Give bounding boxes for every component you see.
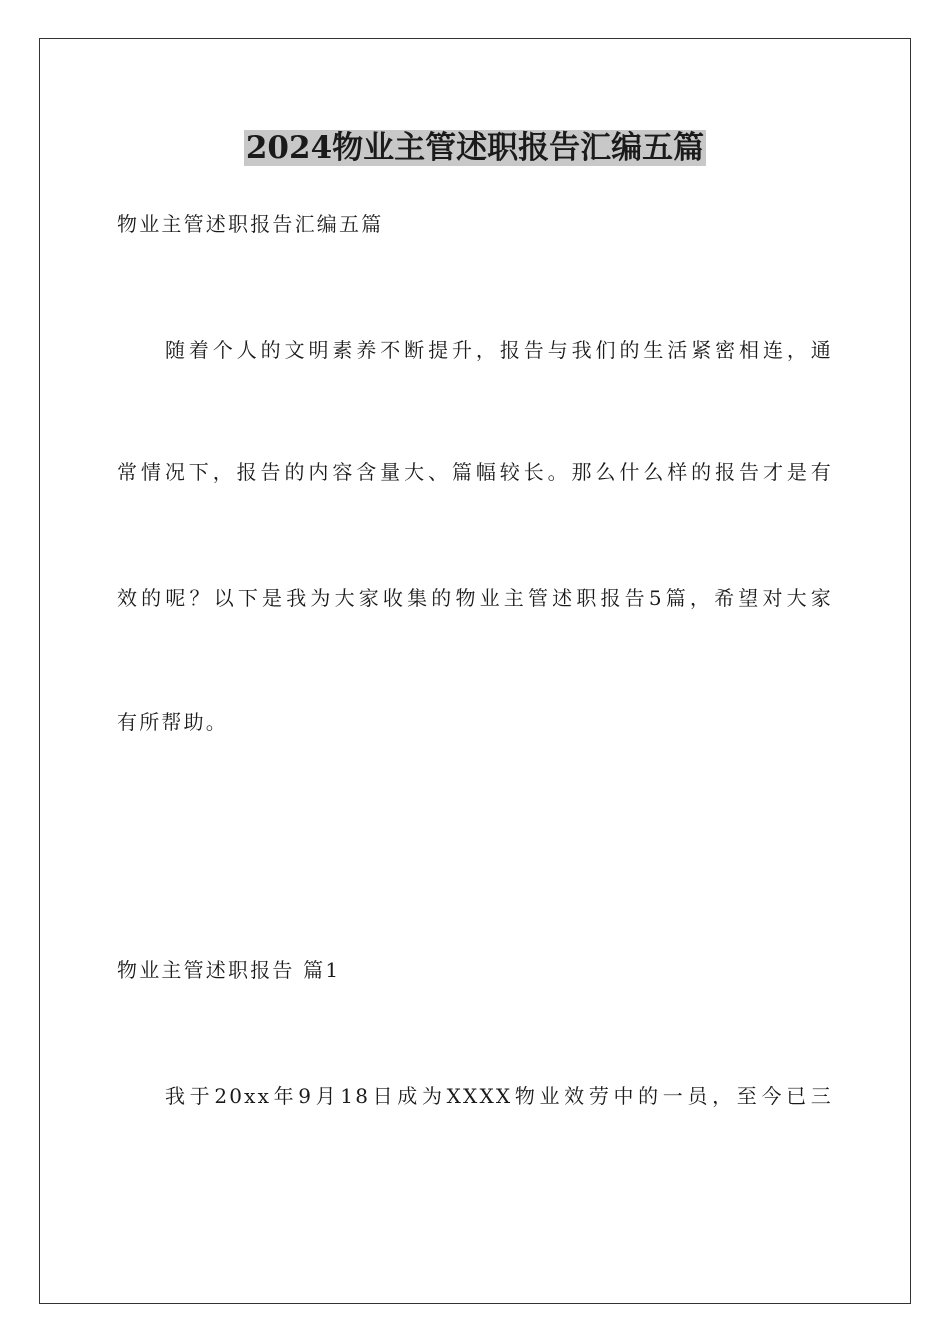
intro-line-3: 效的呢？以下是我为大家收集的物业主管述职报告5篇，希望对大家 <box>117 586 833 610</box>
section-heading: 物业主管述职报告 篇1 <box>117 958 341 982</box>
intro-line-4: 有所帮助。 <box>117 710 228 734</box>
intro-line-2: 常情况下，报告的内容含量大、篇幅较长。那么什么样的报告才是有 <box>117 460 833 484</box>
section-first-line: 我于20xx年9月18日成为XXXX物业效劳中的一员，至今已三 <box>165 1084 833 1108</box>
intro-line-1: 随着个人的文明素养不断提升，报告与我们的生活紧密相连，通 <box>165 338 833 362</box>
document-subtitle: 物业主管述职报告汇编五篇 <box>117 212 384 236</box>
document-title-text: 2024物业主管述职报告汇编五篇 <box>245 130 705 166</box>
document-title <box>0 128 950 168</box>
